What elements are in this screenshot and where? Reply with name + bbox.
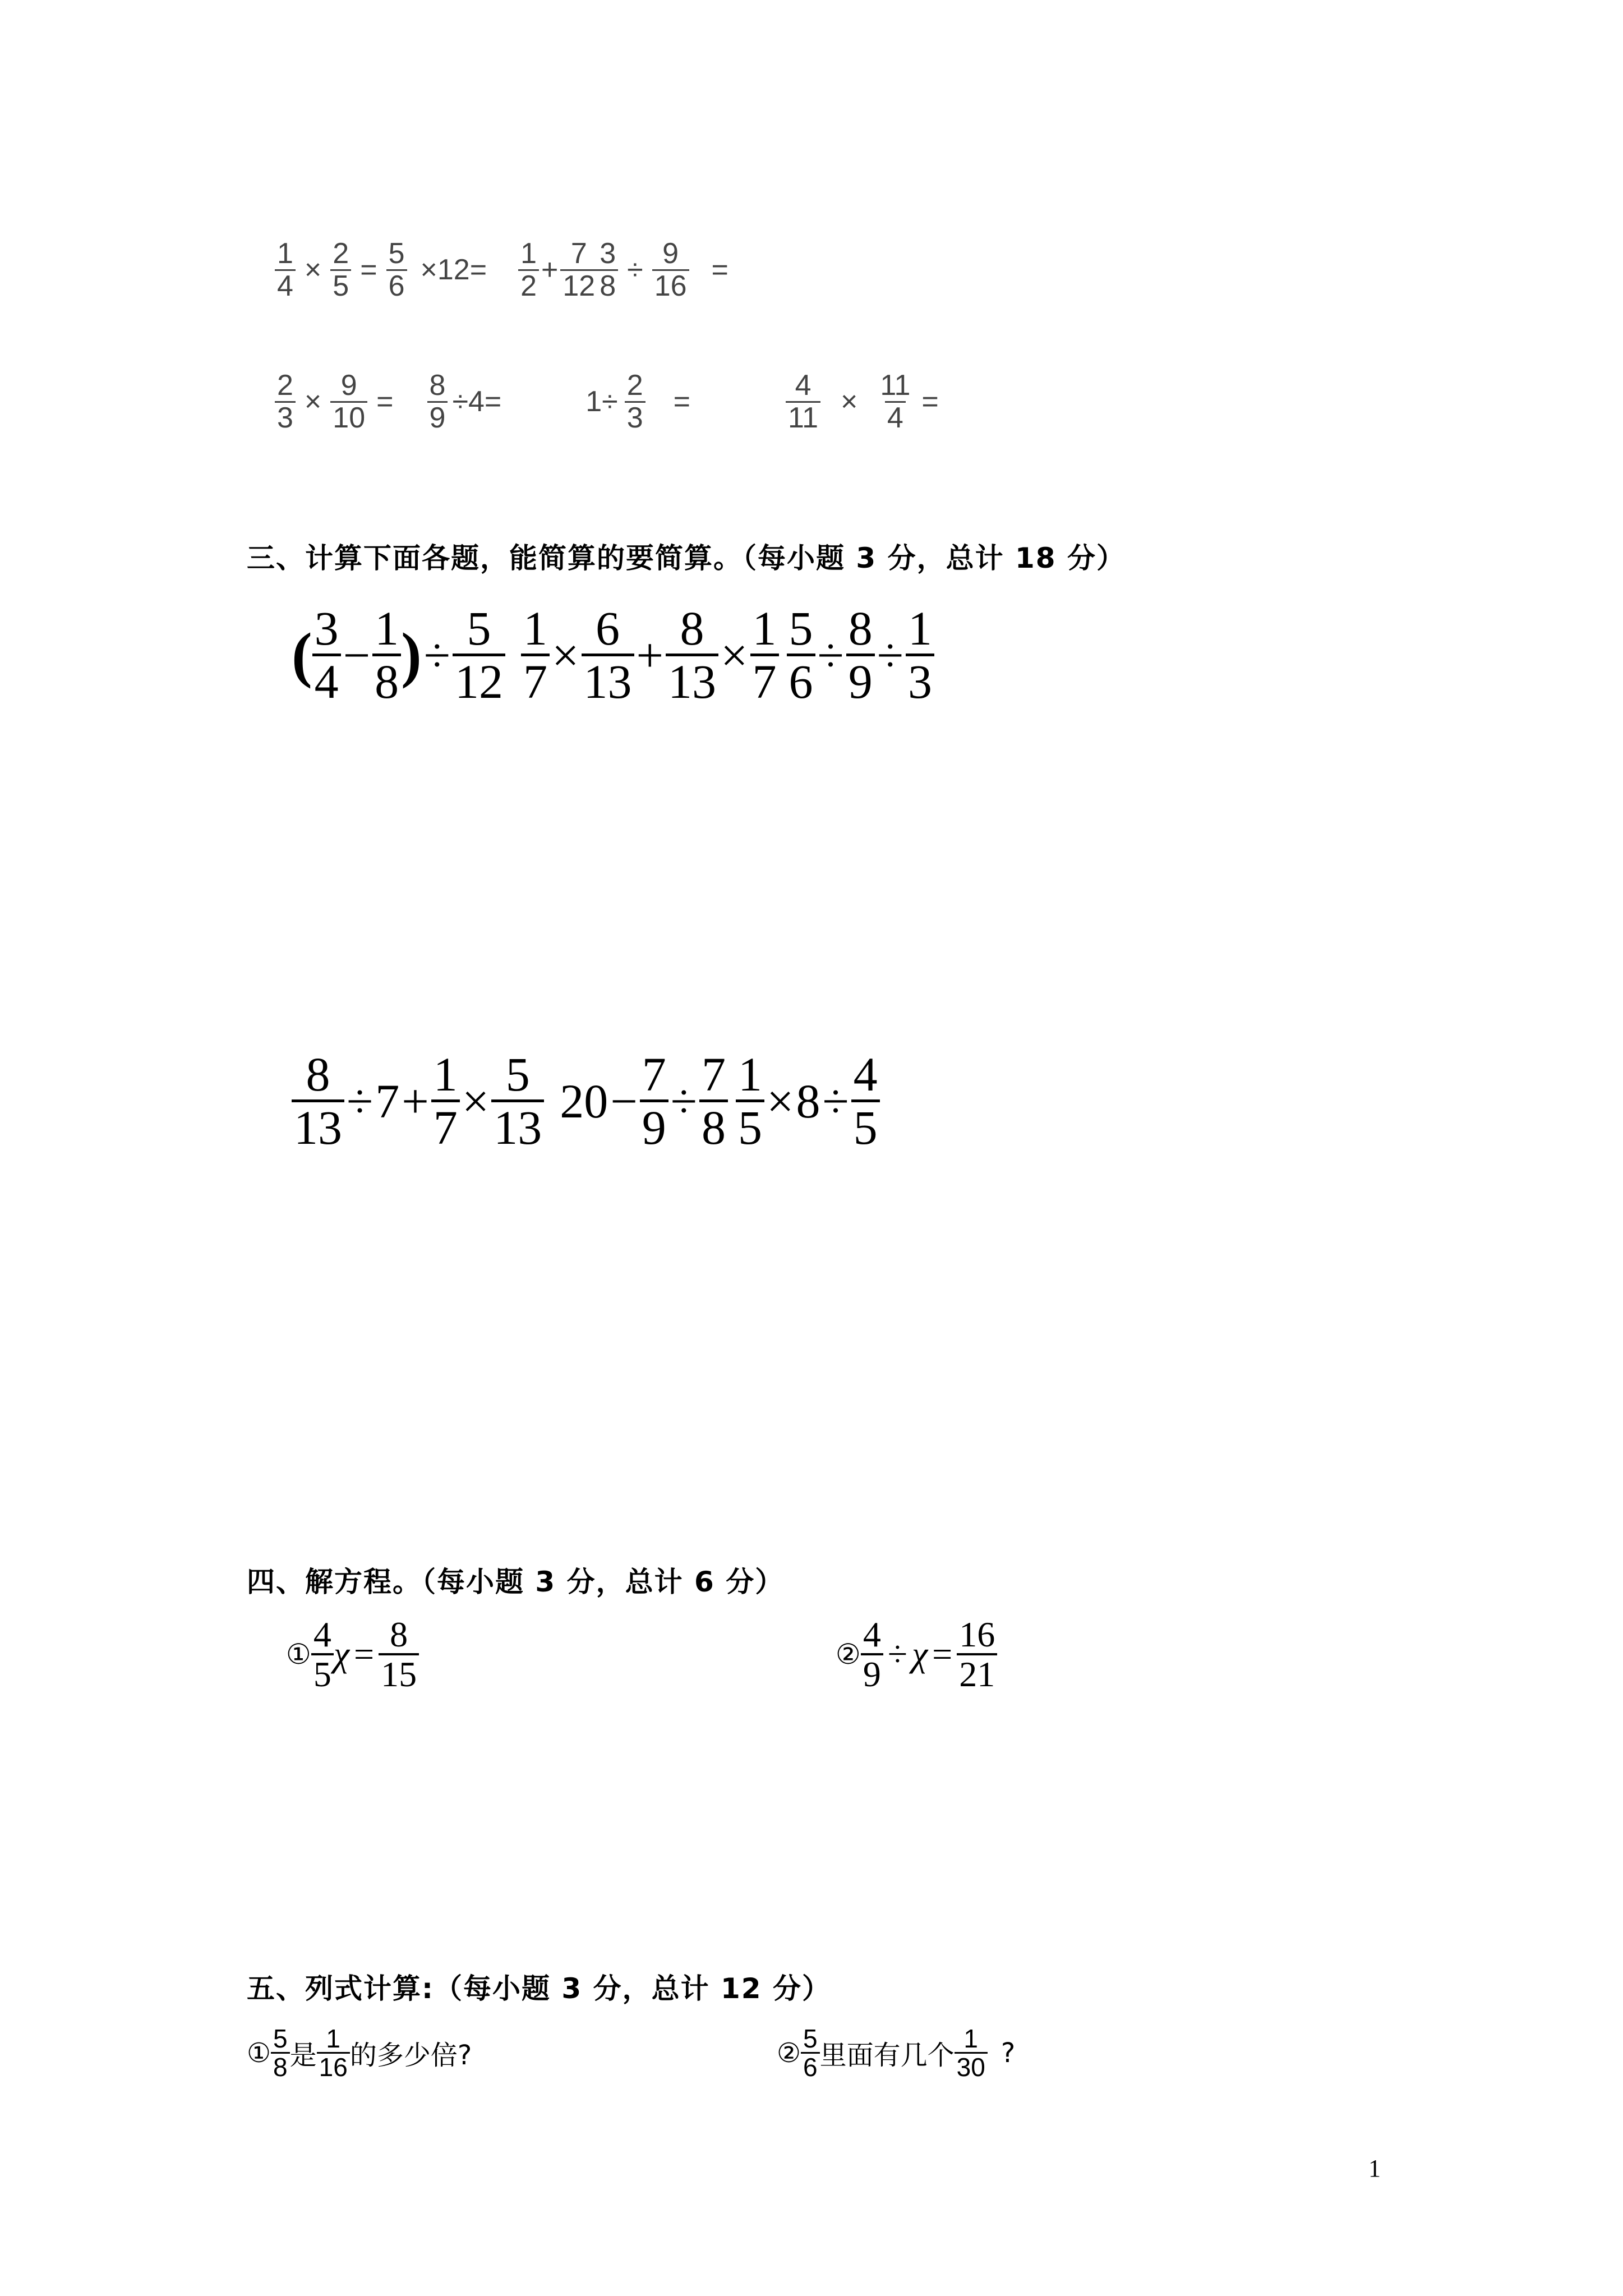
fraction: $\frac{1}{2}$ xyxy=(518,238,539,301)
section-4-heading: 四、解方程。（每小题 3 分，总计 6 分） xyxy=(247,1566,785,1598)
expr-tail: ÷4= xyxy=(452,385,502,418)
calc-row-2 xyxy=(292,1049,880,1153)
expression-6: $\frac{1}{5}$ × 8 ÷ $\frac{4}{5}$ xyxy=(736,1049,880,1153)
equals: = xyxy=(711,254,728,287)
equals: = xyxy=(921,385,939,418)
operator: + xyxy=(541,254,559,287)
equals: = xyxy=(360,254,377,287)
expression-3: $\frac{5}{6}$ ÷ $\frac{8}{9}$ ÷ $\frac{1}{3}$ xyxy=(787,603,934,707)
calc-row-1 xyxy=(292,603,934,707)
page-number: 1 xyxy=(1368,2155,1381,2182)
expression-5: 20 − $\frac{7}{9}$ ÷ $\frac{7}{8}$ xyxy=(560,1049,728,1153)
equation-1: ① $\frac{4}{5}$ χ = $\frac{8}{15}$ xyxy=(286,1616,419,1693)
expr-tail: ×12= xyxy=(420,254,487,287)
operator: × xyxy=(304,385,322,418)
word-problem-1: ① $\frac{5}{8}$ 是 $\frac{1}{16}$ 的多少倍? xyxy=(247,2024,472,2082)
oral-row-1 xyxy=(275,238,737,301)
fraction: $\frac{3}{8}$ xyxy=(597,238,618,301)
operator: ÷ xyxy=(627,254,643,287)
fraction: $\frac{1}{4}$ xyxy=(275,238,296,301)
expr-lead: 1÷ xyxy=(585,385,618,418)
fraction: $\frac{11}{4}$ xyxy=(880,369,911,434)
fraction: $\frac{9}{16}$ xyxy=(652,238,689,301)
equation-2: ② $\frac{4}{9}$ ÷ χ = $\frac{16}{21}$ xyxy=(836,1616,997,1693)
expression-2: $\frac{1}{7}$ × $\frac{6}{13}$ + $\frac{8}{13}$ × $\frac{1}{7}$ xyxy=(521,603,779,707)
fraction: $\frac{5}{6}$ xyxy=(386,238,407,301)
fraction: $\frac{4}{11}$ xyxy=(786,370,820,433)
fraction: $\frac{9}{10}$ xyxy=(330,370,367,433)
section-3-heading: 三、计算下面各题，能简算的要简算。（每小题 3 分，总计 18 分） xyxy=(247,542,1126,574)
fraction: $\frac{2}{5}$ xyxy=(330,238,351,301)
equals: = xyxy=(376,385,394,418)
word-problem-2: ② $\frac{5}{6}$ 里面有几个 $\frac{1}{30}$ ? xyxy=(777,2024,1016,2082)
section-5-heading: 五、列式计算:（每小题 3 分，总计 12 分） xyxy=(247,1972,831,2005)
fraction: $\frac{7}{12}$ xyxy=(560,238,597,301)
operator: × xyxy=(841,385,858,418)
operator: × xyxy=(304,254,322,287)
expression-1: ( $\frac{3}{4}$ − $\frac{1}{8}$ ) ÷ $\frac{5}{12}$ xyxy=(292,603,505,707)
expression-4: $\frac{8}{13}$ ÷ 7 + $\frac{1}{7}$ × $\frac{5}{13}$ xyxy=(292,1049,544,1153)
fraction: $\frac{2}{3}$ xyxy=(275,370,296,433)
fraction: $\frac{8}{9}$ xyxy=(427,370,448,433)
equals: = xyxy=(673,385,691,418)
fraction: $\frac{2}{3}$ xyxy=(625,370,645,433)
oral-row-2 xyxy=(275,370,948,433)
